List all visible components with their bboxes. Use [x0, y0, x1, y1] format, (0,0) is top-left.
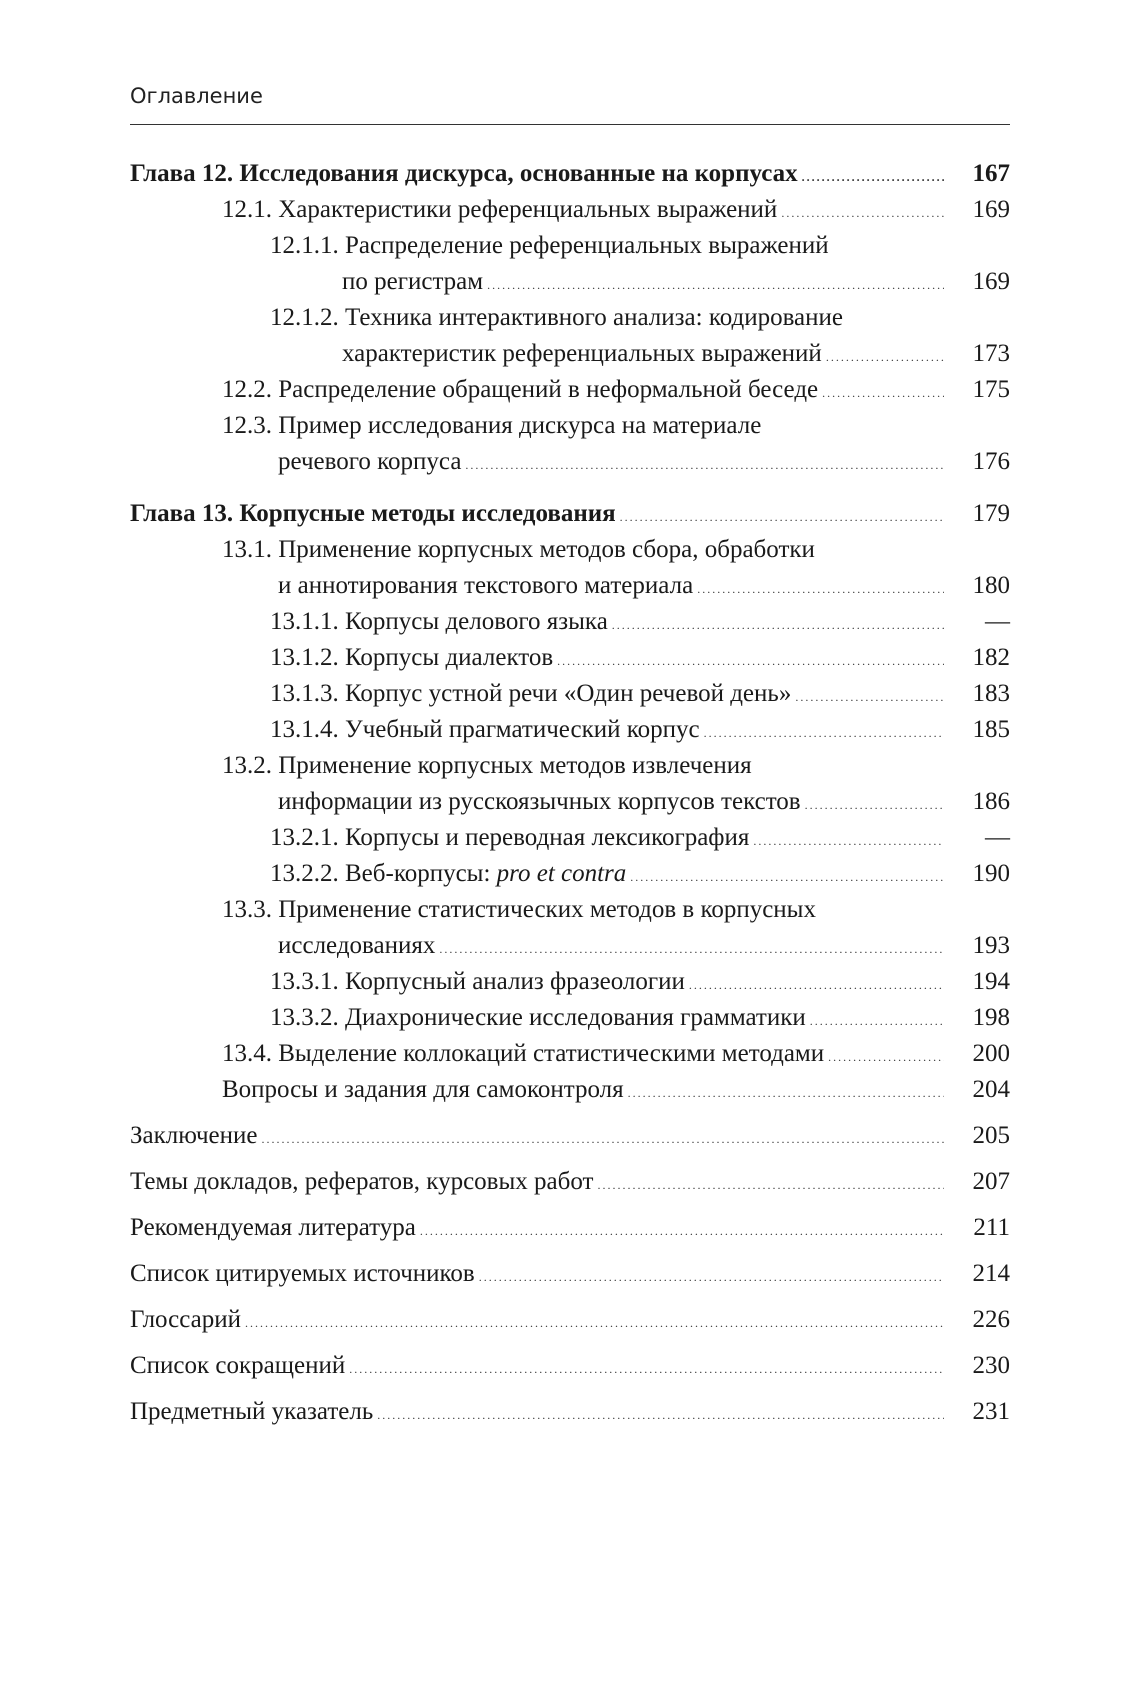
toc-entry-title: 13.4. Выделение коллокаций статистическими методами [222, 1040, 825, 1067]
toc-page-number: 193 [972, 932, 1010, 959]
leader-dots [630, 856, 944, 895]
toc-page-number: 186 [972, 788, 1010, 815]
toc-subsection-13-1-1[interactable] [270, 604, 1010, 640]
toc-page-number: 175 [972, 376, 1010, 403]
toc-subsection-13-1-2[interactable] [270, 640, 1010, 676]
toc-page-number: 167 [972, 160, 1010, 187]
leader-dots [377, 1394, 944, 1433]
leader-dots [465, 444, 944, 483]
toc-section-13-1[interactable] [222, 532, 1010, 604]
toc-back-matter-item[interactable] [130, 1210, 1010, 1246]
toc-subsection-13-2-1[interactable] [270, 820, 1010, 856]
toc-entry-title: 12.1. Характеристики референциальных выражений [222, 196, 778, 223]
leader-dots [810, 1000, 944, 1039]
leader-dots [781, 192, 944, 231]
toc-subsection-13-3-2[interactable] [270, 1000, 1010, 1036]
toc-page-number: 207 [972, 1168, 1010, 1195]
leader-dots [245, 1302, 944, 1341]
leader-dots [420, 1210, 944, 1249]
leader-dots [828, 1036, 944, 1075]
toc-back-matter-item[interactable] [130, 1118, 1010, 1154]
toc-entry-title: 13.1.4. Учебный прагматический корпус [270, 716, 700, 743]
toc-page-number: 176 [972, 448, 1010, 475]
toc-entry-title: 13.1. Применение корпусных методов сбора, обработки [222, 536, 815, 563]
toc-entry-title-plain: 13.2.2. Веб-корпусы: [270, 860, 497, 887]
toc-subsection-13-3-1[interactable] [270, 964, 1010, 1000]
toc-entry-title-cont: информации из русскоязычных корпусов текстов [278, 788, 801, 815]
running-header: Оглавление [130, 84, 263, 108]
toc-entry-title: 13.3. Применение статистических методов в корпусных [222, 896, 816, 923]
toc-chapter-13[interactable] [130, 496, 1010, 532]
toc-section-13-3[interactable] [222, 892, 1010, 964]
leader-dots [628, 1072, 944, 1111]
toc-page-number: 169 [972, 268, 1010, 295]
toc-page-number: 183 [972, 680, 1010, 707]
toc-section-questions[interactable] [222, 1072, 1010, 1108]
toc-page-number: 230 [972, 1352, 1010, 1379]
header-rule [130, 124, 1010, 125]
toc-page-number: — [985, 824, 1010, 851]
toc-subsection-12-1-2[interactable] [270, 300, 1010, 372]
leader-dots [822, 372, 944, 411]
leader-dots [612, 604, 944, 643]
toc-chapter-12[interactable] [130, 156, 1010, 192]
leader-dots [597, 1164, 944, 1203]
toc-section-12-1[interactable] [222, 192, 1010, 228]
toc-entry-title: 13.1.1. Корпусы делового языка [270, 608, 608, 635]
toc-subsection-13-2-2[interactable] [270, 856, 1010, 892]
toc-entry-title: Заключение [130, 1122, 258, 1149]
toc-entry-title: 12.3. Пример исследования дискурса на материале [222, 412, 762, 439]
toc-entry-title: Вопросы и задания для самоконтроля [222, 1076, 624, 1103]
toc-entry-title: 13.3.2. Диахронические исследования грамматики [270, 1004, 806, 1031]
toc-page-number: 182 [972, 644, 1010, 671]
leader-dots [704, 712, 944, 751]
toc-entry-title: Глава 13. Корпусные методы исследования [130, 500, 616, 527]
toc-entry-title: 13.1.2. Корпусы диалектов [270, 644, 554, 671]
toc-entry-title-italic: pro et contra [496, 860, 627, 887]
leader-dots [479, 1256, 944, 1295]
toc-entry-title: 12.2. Распределение обращений в неформальной беседе [222, 376, 819, 403]
leader-dots [753, 820, 944, 859]
toc-entry-title-cont: исследованиях [278, 932, 436, 959]
toc-entry-title: Рекомендуемая литература [130, 1214, 416, 1241]
toc-subsection-13-1-3[interactable] [270, 676, 1010, 712]
toc-back-matter-item[interactable] [130, 1394, 1010, 1430]
toc-entry-title: Предметный указатель [130, 1398, 374, 1425]
leader-dots [689, 964, 944, 1003]
toc-section-12-3[interactable] [222, 408, 1010, 480]
leader-dots [826, 336, 944, 375]
toc-entry-title: Глоссарий [130, 1306, 242, 1333]
toc-back-matter-item[interactable] [130, 1164, 1010, 1200]
toc-entry-title [270, 856, 626, 892]
toc-entry-title: Список цитируемых источников [130, 1260, 475, 1287]
toc-subsection-12-1-1[interactable] [270, 228, 1010, 300]
toc-page-number: 205 [972, 1122, 1010, 1149]
toc-entry-title: Список сокращений [130, 1352, 346, 1379]
table-of-contents [130, 156, 1010, 1430]
leader-dots [795, 676, 944, 715]
toc-page-number: 226 [972, 1306, 1010, 1333]
toc-page-number: 169 [972, 196, 1010, 223]
toc-entry-title: Глава 12. Исследования дискурса, основанные на корпусах [130, 160, 798, 187]
toc-entry-title: 12.1.2. Техника интерактивного анализа: кодирование [270, 304, 844, 331]
toc-page-number: 200 [972, 1040, 1010, 1067]
toc-back-matter-item[interactable] [130, 1256, 1010, 1292]
toc-entry-title: Темы докладов, рефератов, курсовых работ [130, 1168, 594, 1195]
leader-dots [697, 568, 944, 607]
leader-dots [349, 1348, 944, 1387]
leader-dots [802, 156, 944, 195]
toc-entry-title: 13.2.1. Корпусы и переводная лексикография [270, 824, 750, 851]
toc-page-number: 204 [972, 1076, 1010, 1103]
toc-page-number: 185 [972, 716, 1010, 743]
toc-entry-title-cont: по регистрам [342, 268, 484, 295]
toc-entry-title-cont: речевого корпуса [278, 448, 462, 475]
leader-dots [805, 784, 944, 823]
toc-entry-title-cont: характеристик референциальных выражений [342, 340, 822, 367]
leader-dots [262, 1118, 945, 1157]
toc-section-12-2[interactable] [222, 372, 1010, 408]
toc-entry-title-cont: и аннотирования текстового материала [278, 572, 694, 599]
leader-dots [487, 264, 944, 303]
toc-page-number: — [985, 608, 1010, 635]
toc-page-number: 173 [972, 340, 1010, 367]
toc-subsection-13-1-4[interactable] [270, 712, 1010, 748]
leader-dots [620, 496, 944, 535]
toc-back-matter-item[interactable] [130, 1348, 1010, 1384]
toc-entry-title: 13.3.1. Корпусный анализ фразеологии [270, 968, 685, 995]
toc-entry-title: 13.1.3. Корпус устной речи «Один речевой день» [270, 680, 792, 707]
toc-section-13-2[interactable] [222, 748, 1010, 820]
leader-dots [557, 640, 944, 679]
toc-entry-title: 12.1.1. Распределение референциальных выражений [270, 232, 829, 259]
toc-page-number: 179 [972, 500, 1010, 527]
toc-entry-title: 13.2. Применение корпусных методов извлечения [222, 752, 752, 779]
toc-page-number: 180 [972, 572, 1010, 599]
toc-section-13-4[interactable] [222, 1036, 1010, 1072]
toc-back-matter-item[interactable] [130, 1302, 1010, 1338]
toc-page-number: 194 [972, 968, 1010, 995]
toc-page-number: 214 [972, 1260, 1010, 1287]
leader-dots [439, 928, 944, 967]
toc-page-number: 211 [973, 1214, 1010, 1241]
toc-page-number: 198 [972, 1004, 1010, 1031]
toc-page-number: 231 [972, 1398, 1010, 1425]
toc-page-number: 190 [972, 860, 1010, 887]
